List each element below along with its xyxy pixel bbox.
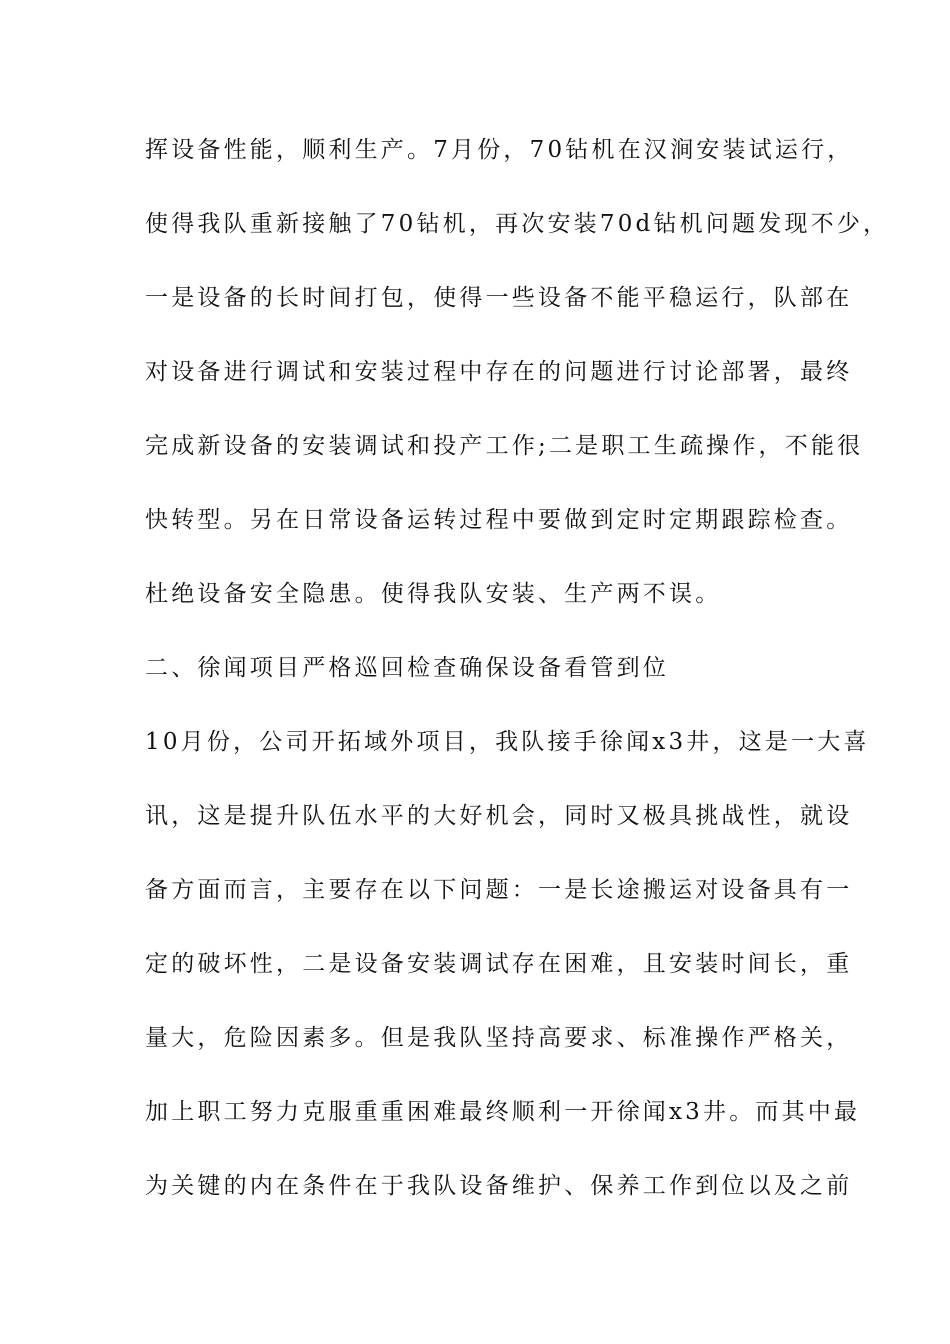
text-line: 加上职工努力克服重重困难最终顺利一开徐闻x3井。而其中最: [145, 1099, 861, 1125]
text-line: 定的破坏性，二是设备安装调试存在困难，且安装时间长，重: [145, 951, 853, 977]
body-text: [145, 126, 890, 1236]
text-line: 量大，危险因素多。但是我队坚持高要求、标准操作严格关，: [145, 1025, 853, 1051]
text-line: 杜绝设备安全隐患。使得我队安装、生产两不误。: [145, 581, 722, 607]
section-heading: 二、徐闻项目严格巡回检查确保设备看管到位: [145, 655, 669, 681]
text-line: 讯，这是提升队伍水平的大好机会，同时又极具挑战性，就设: [145, 803, 853, 829]
text-line: 10月份，公司开拓域外项目，我队接手徐闻x3井，这是一大喜: [145, 729, 870, 755]
text-line: 挥设备性能，顺利生产。7月份，70钻机在汉涧安装试运行，: [145, 137, 854, 163]
text-line: 快转型。另在日常设备运转过程中要做到定时定期跟踪检查。: [145, 507, 853, 533]
text-line: 一是设备的长时间打包，使得一些设备不能平稳运行，队部在: [145, 285, 853, 311]
text-line: 使得我队重新接触了70钻机，再次安装70d钻机问题发现不少，: [145, 211, 890, 237]
text-line: 为关键的内在条件在于我队设备维护、保养工作到位以及之前: [145, 1173, 853, 1199]
text-line: 对设备进行调试和安装过程中存在的问题进行讨论部署，最终: [145, 359, 853, 385]
text-line: 完成新设备的安装调试和投产工作;二是职工生疏操作，不能很: [145, 433, 864, 459]
text-line: 备方面而言，主要存在以下问题：一是长途搬运对设备具有一: [145, 877, 853, 903]
